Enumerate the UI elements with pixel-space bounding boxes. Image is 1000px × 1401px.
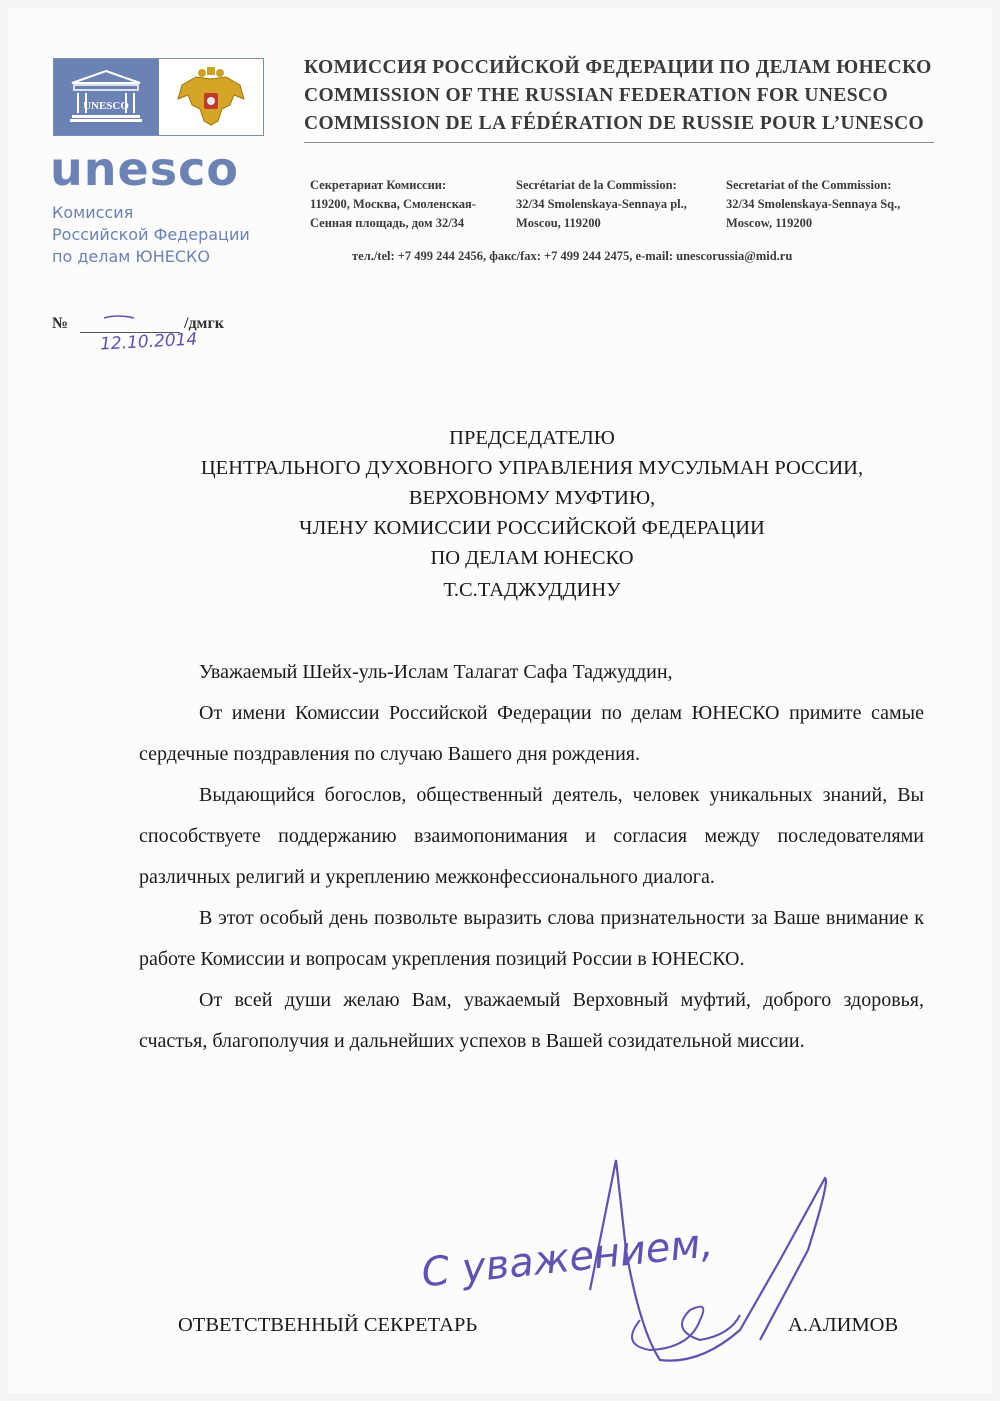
addressee-block	[90, 423, 974, 573]
paragraph: В этот особый день позвольте выразить слова признательности за Ваше внимание к работе Комиссии и вопросам укрепления позиций России в ЮНЕСКО.	[139, 907, 924, 970]
address-french	[516, 176, 687, 233]
address-line: Сенная площадь, дом 32/34	[310, 216, 465, 230]
signatory-position: ОТВЕТСТВЕННЫЙ СЕКРЕТАРЬ	[178, 1314, 478, 1336]
unesco-banner-text: UNESCO	[83, 100, 129, 112]
title-english: COMMISSION OF THE RUSSIAN FEDERATION FOR UNESCO	[304, 85, 889, 106]
title-russian: КОМИССИЯ РОССИЙСКОЙ ФЕДЕРАЦИИ ПО ДЕЛАМ ЮНЕСКО	[304, 57, 932, 78]
commission-logo-line: по делам ЮНЕСКО	[52, 247, 210, 266]
addressee-name: Т.С.ТАДЖУДДИНУ	[443, 579, 621, 601]
address-line: Moscou, 119200	[516, 216, 601, 230]
salutation: Уважаемый Шейх-уль-Ислам Талагат Сафа Таджуддин,	[199, 661, 673, 683]
address-line: 32/34 Smolenskaya-Sennaya Sq.,	[726, 197, 901, 211]
address-line: Секретариат Комиссии:	[310, 178, 447, 192]
addressee-line: ПО ДЕЛАМ ЮНЕСКО	[430, 547, 634, 569]
address-line: Moscow, 119200	[726, 216, 813, 230]
addressee-line: ПРЕДСЕДАТЕЛЮ	[449, 427, 615, 449]
address-line: 32/34 Smolenskaya-Sennaya pl.,	[516, 197, 687, 211]
letterhead-title	[304, 57, 934, 141]
signatory-name: А.АЛИМОВ	[788, 1314, 899, 1336]
letter-body	[139, 652, 924, 1062]
commission-logo-line: Комиссия	[52, 203, 134, 222]
addressee-line: ЦЕНТРАЛЬНОГО ДУХОВНОГО УПРАВЛЕНИЯ МУСУЛЬМАН РОССИИ,	[200, 457, 864, 479]
reference-suffix: /дмгк	[184, 315, 224, 332]
addressee-line: ЧЛЕНУ КОМИССИИ РОССИЙСКОЙ ФЕДЕРАЦИИ	[299, 517, 765, 539]
header-divider	[304, 142, 934, 143]
commission-logo-line: Российской Федерации	[52, 225, 250, 244]
unesco-temple-icon	[70, 69, 142, 123]
address-line: Secrétariat de la Commission:	[516, 178, 677, 192]
unesco-emblem-box	[53, 58, 264, 136]
unesco-wordmark: unesco	[50, 142, 239, 196]
reference-prefix: №	[52, 315, 69, 332]
paragraph: От всей души желаю Вам, уважаемый Верховный муфтий, доброго здоровья, счастья, благополучия и дальнейших успехов в Вашей созидательной миссии.	[139, 989, 924, 1052]
paragraph: Выдающийся богослов, общественный деятель, человек уникальных знаний, Вы способствуете поддержанию взаимопонимания и согласия между последователями различных религий и укреплению межконфессионального диалога.	[139, 784, 924, 888]
handwritten-closing: С уважением,	[419, 1220, 716, 1297]
contact-line: тел./tel: +7 499 244 2456, факс/fax: +7 499 244 2475, e-mail: unescorussia@mid.ru	[352, 249, 793, 263]
handwritten-date: 12.10.2014	[99, 329, 198, 355]
title-french: COMMISSION DE LA FÉDÉRATION DE RUSSIE POUR L’UNESCO	[304, 113, 925, 134]
unesco-temple-panel	[54, 59, 159, 135]
addressee-line: ВЕРХОВНОМУ МУФТИЮ,	[408, 487, 656, 509]
address-line: 119200, Москва, Смоленская-	[310, 197, 476, 211]
address-line: Secretariat of the Commission:	[726, 178, 892, 192]
paragraph: От имени Комиссии Российской Федерации по делам ЮНЕСКО примите самые сердечные поздравления по случаю Вашего дня рождения.	[139, 702, 924, 765]
address-english	[726, 176, 900, 233]
russian-eagle-icon	[174, 65, 248, 129]
address-russian	[310, 176, 476, 233]
commission-logo-caption	[52, 202, 250, 268]
